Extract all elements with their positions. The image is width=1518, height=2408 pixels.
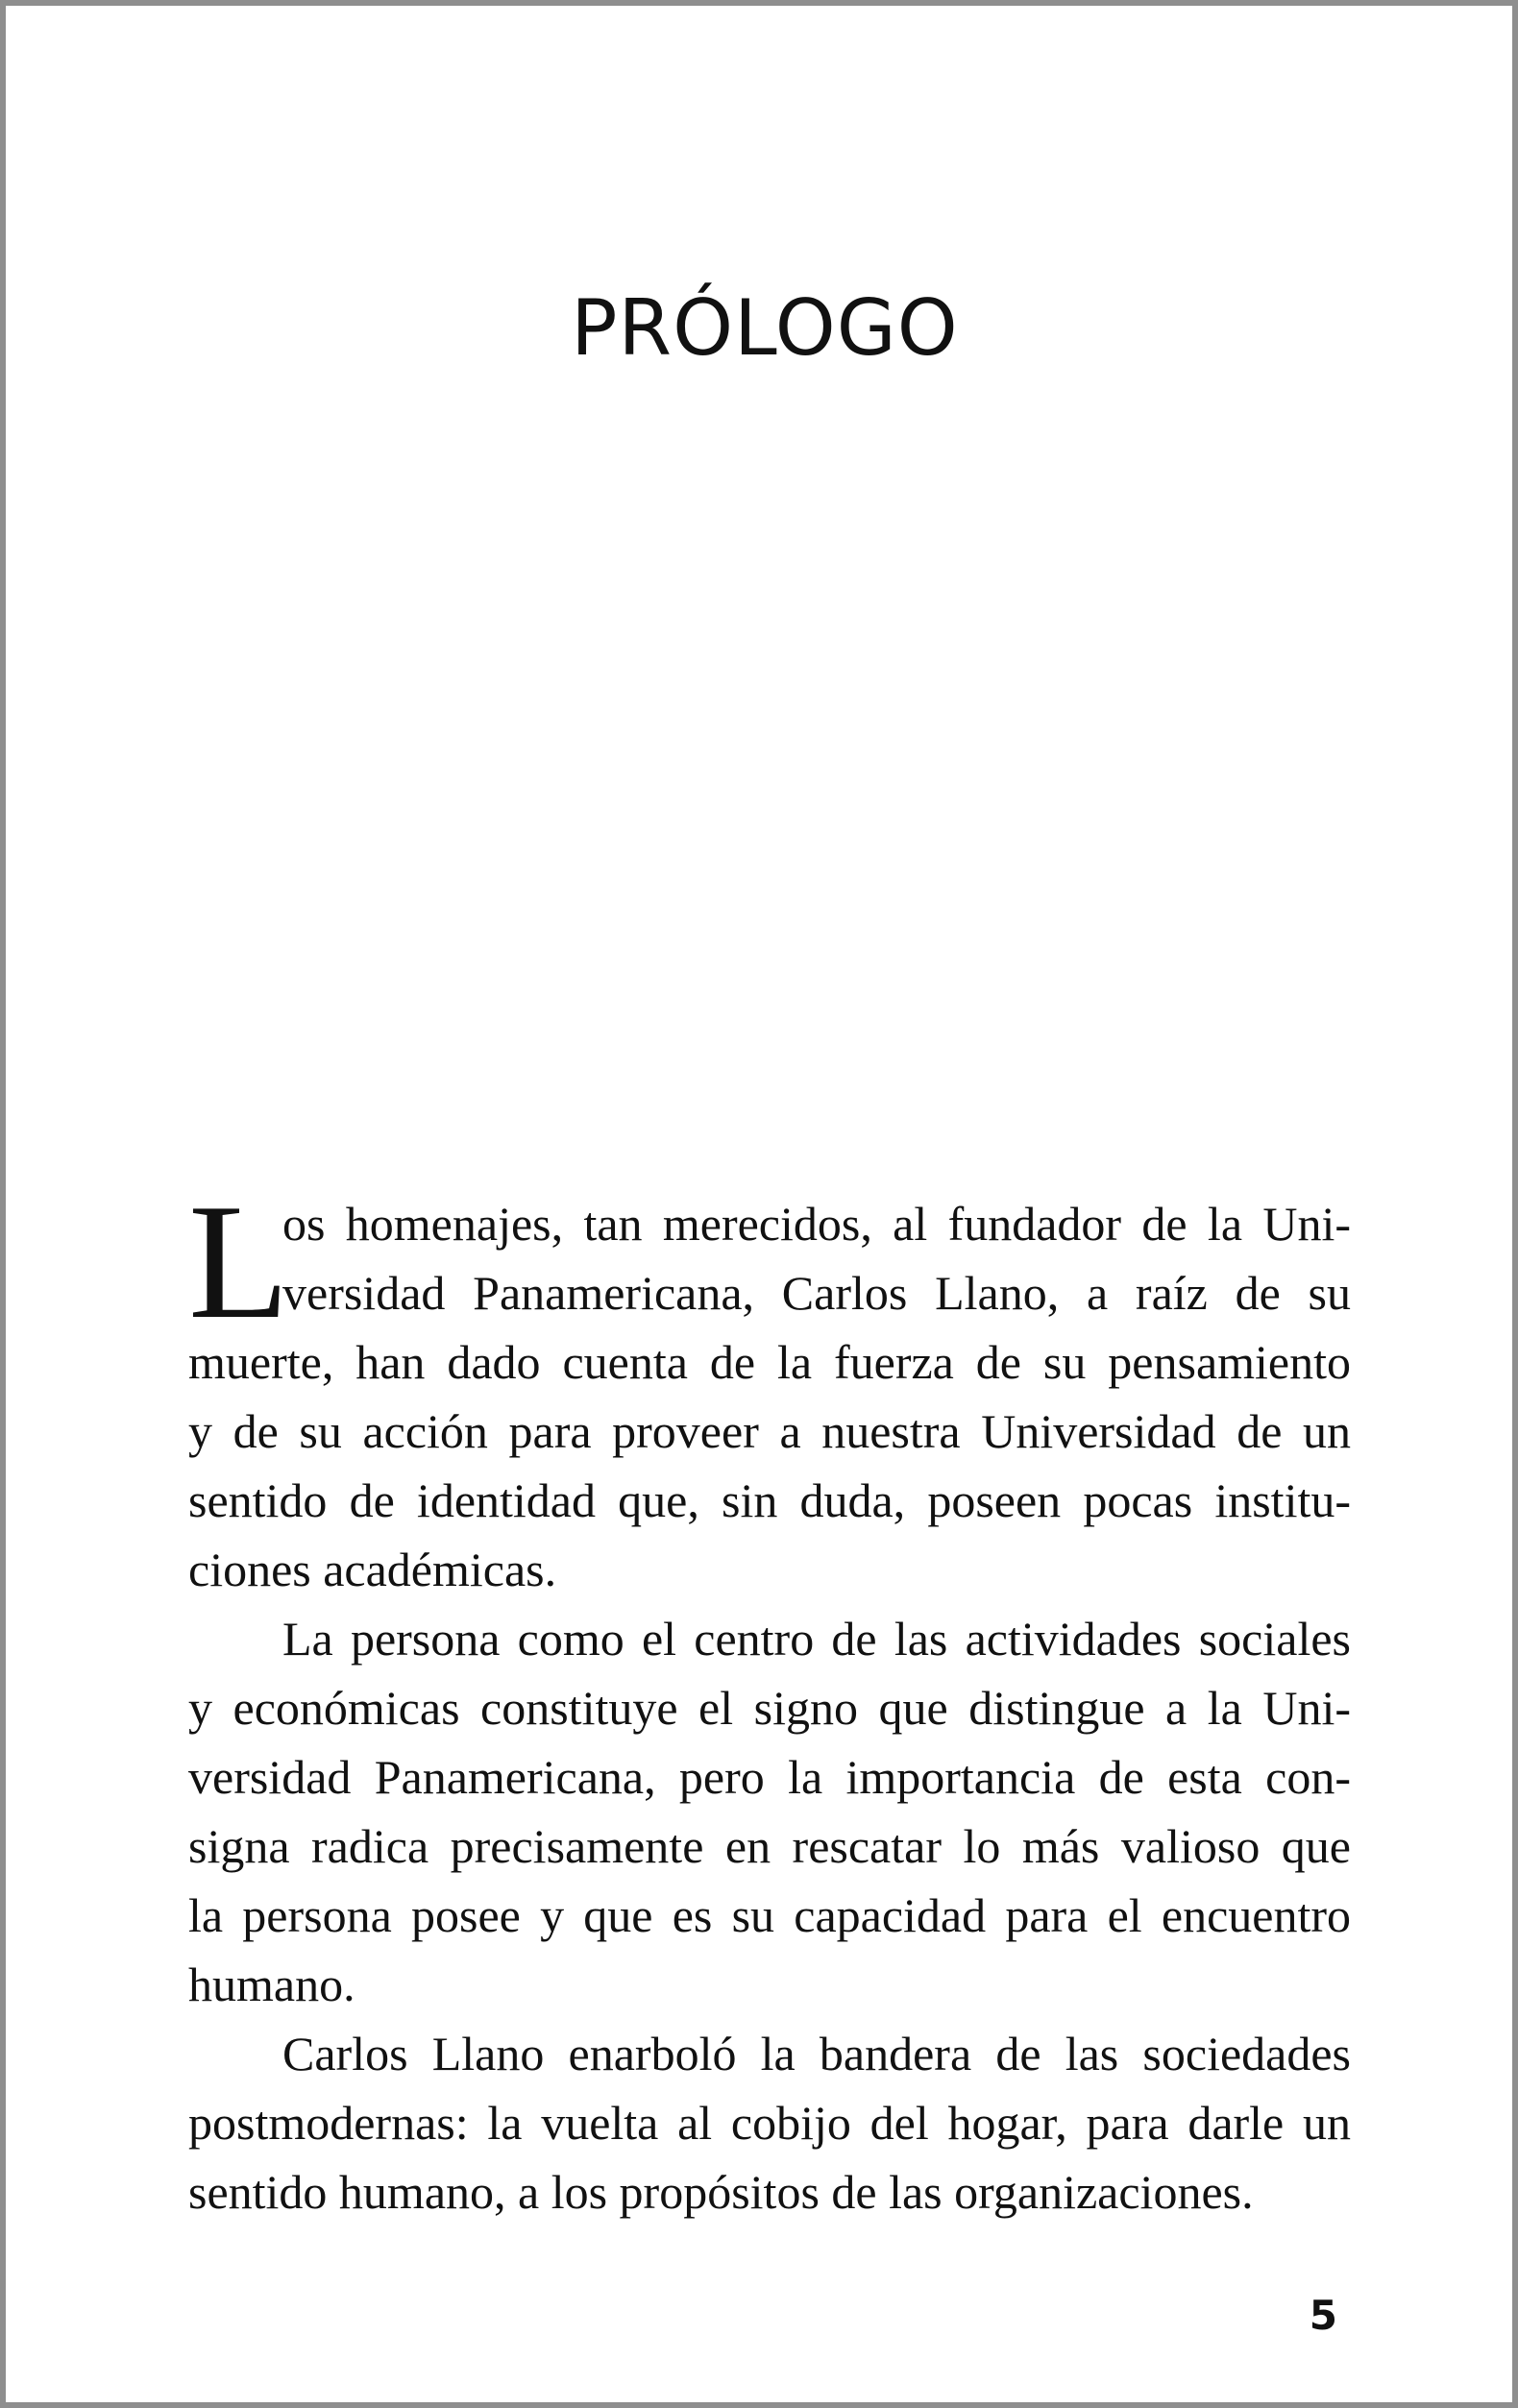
drop-cap: L bbox=[188, 1171, 290, 1353]
text-line: muerte, han dado cuenta de la fuerza de su pensamiento bbox=[188, 1335, 1351, 1389]
text-line: os homenajes, tan merecidos, al fundador de la Uni- bbox=[282, 1197, 1351, 1251]
page-title: PRÓLOGO bbox=[571, 283, 959, 373]
text-line: y económicas constituye el signo que distingue a la Uni- bbox=[188, 1681, 1351, 1735]
text-line: sentido de identidad que, sin duda, poseen pocas institu- bbox=[188, 1473, 1351, 1527]
text-line: ciones académicas. bbox=[188, 1543, 557, 1596]
text-line: versidad Panamericana, Carlos Llano, a raíz de su bbox=[282, 1266, 1351, 1320]
paragraph-2 bbox=[188, 1604, 1351, 2019]
text-line: la persona posee y que es su capacidad para el encuentro bbox=[188, 1888, 1351, 1942]
body-text bbox=[188, 1171, 1351, 2226]
text-line: sentido humano, a los propósitos de las organizaciones. bbox=[188, 2165, 1254, 2219]
text-line: y de su acción para proveer a nuestra Universidad de un bbox=[188, 1404, 1351, 1458]
text-line: humano. bbox=[188, 1958, 355, 2011]
text-line: signa radica precisamente en rescatar lo más valioso que bbox=[188, 1819, 1351, 1873]
paragraph-1 bbox=[188, 1171, 1351, 1604]
text-line: versidad Panamericana, pero la importancia de esta con- bbox=[188, 1750, 1351, 1804]
text-line: La persona como el centro de las actividades sociales bbox=[282, 1612, 1351, 1666]
text-line: Carlos Llano enarboló la bandera de las sociedades bbox=[282, 2027, 1351, 2080]
paragraph-3 bbox=[188, 2019, 1351, 2226]
page-number: 5 bbox=[1309, 2292, 1337, 2339]
text-line: postmodernas: la vuelta al cobijo del hogar, para darle un bbox=[188, 2096, 1351, 2150]
